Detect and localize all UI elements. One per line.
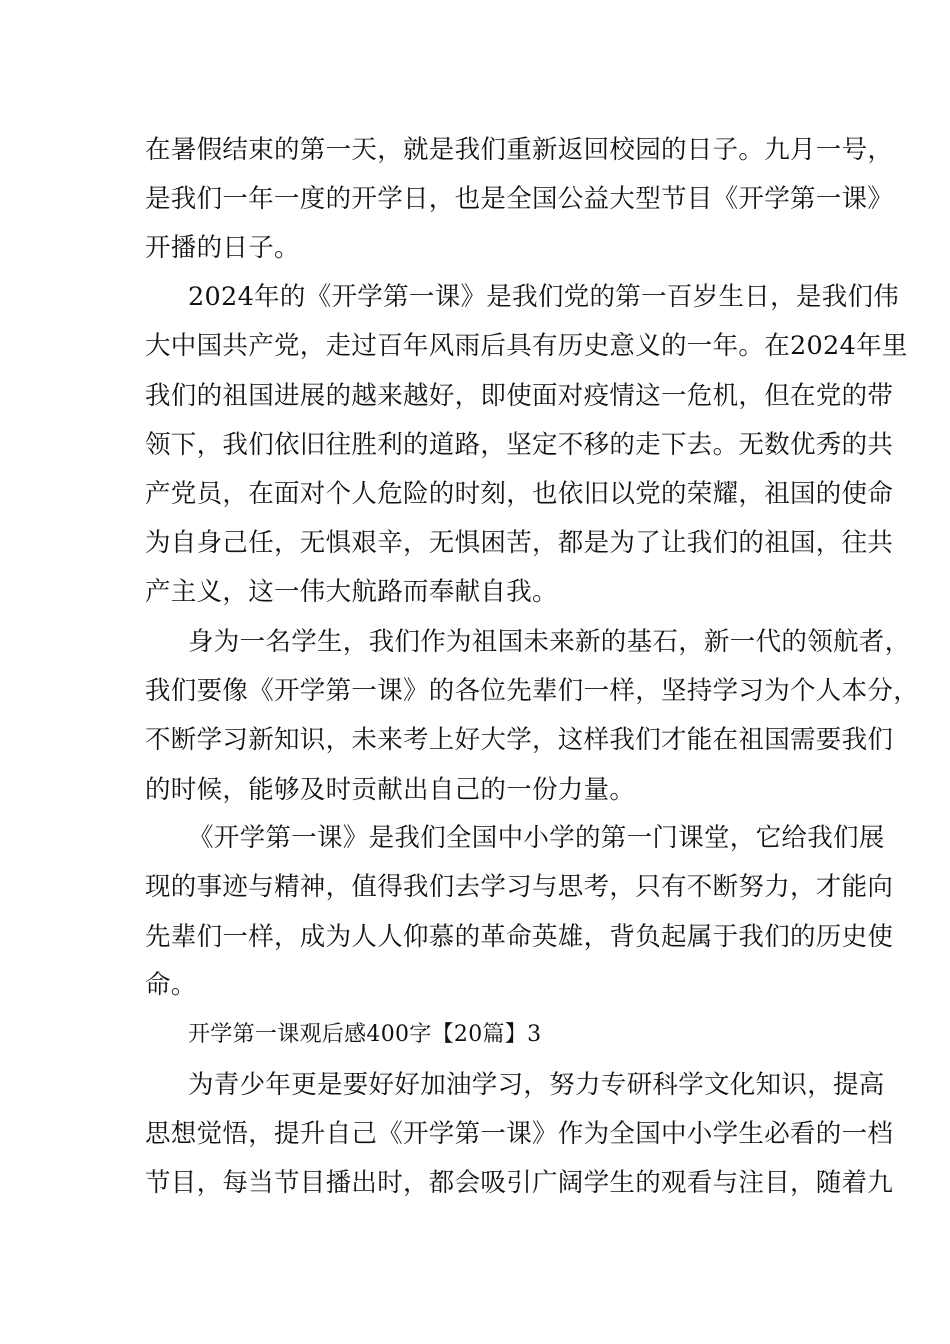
text-line: 思想觉悟，提升自己《开学第一课》作为全国中小学生必看的一档 [145, 1119, 894, 1149]
text-line: 2024年的《开学第一课》是我们党的第一百岁生日，是我们伟 [188, 282, 900, 312]
text-line: 领下，我们依旧往胜利的道路，坚定不移的走下去。无数优秀的共 [145, 430, 894, 460]
text-line: 在暑假结束的第一天，就是我们重新返回校园的日子。九月一号， [145, 135, 894, 165]
text-line: 开播的日子。 [145, 233, 300, 263]
text-line: 的时候，能够及时贡献出自己的一份力量。 [145, 775, 636, 805]
text-line: 先辈们一样，成为人人仰慕的革命英雄，背负起属于我们的历史使 [145, 922, 894, 952]
text-line: 我们的祖国进展的越来越好，即使面对疫情这一危机，但在党的带 [145, 381, 894, 411]
text-line: 为青少年更是要好好加油学习，努力专研科学文化知识，提高 [188, 1070, 885, 1100]
text-line: 《开学第一课》是我们全国中小学的第一门课堂，它给我们展 [188, 823, 885, 853]
text-line: 大中国共产党，走过百年风雨后具有历史意义的一年。在2024年里 [145, 331, 908, 361]
section-heading: 开学第一课观后感400字【20篇】3 [188, 1022, 542, 1047]
text-line: 不断学习新知识，未来考上好大学，这样我们才能在祖国需要我们 [145, 725, 894, 755]
text-line: 产主义，这一伟大航路而奉献自我。 [145, 577, 558, 607]
text-line: 身为一名学生，我们作为祖国未来新的基石，新一代的领航者， [188, 627, 911, 657]
text-line: 是我们一年一度的开学日，也是全国公益大型节目《开学第一课》 [145, 184, 894, 214]
text-line: 为自身己任，无惧艰辛，无惧困苦，都是为了让我们的祖国，往共 [145, 528, 894, 558]
text-line: 命。 [145, 970, 197, 1000]
text-line: 节目，每当节目播出时，都会吸引广阔学生的观看与注目，随着九 [145, 1168, 894, 1198]
text-line: 我们要像《开学第一课》的各位先辈们一样，坚持学习为个人本分， [145, 676, 920, 706]
text-line: 现的事迹与精神，值得我们去学习与思考，只有不断努力，才能向 [145, 872, 894, 902]
text-line: 产党员，在面对个人危险的时刻，也依旧以党的荣耀，祖国的使命 [145, 479, 894, 509]
